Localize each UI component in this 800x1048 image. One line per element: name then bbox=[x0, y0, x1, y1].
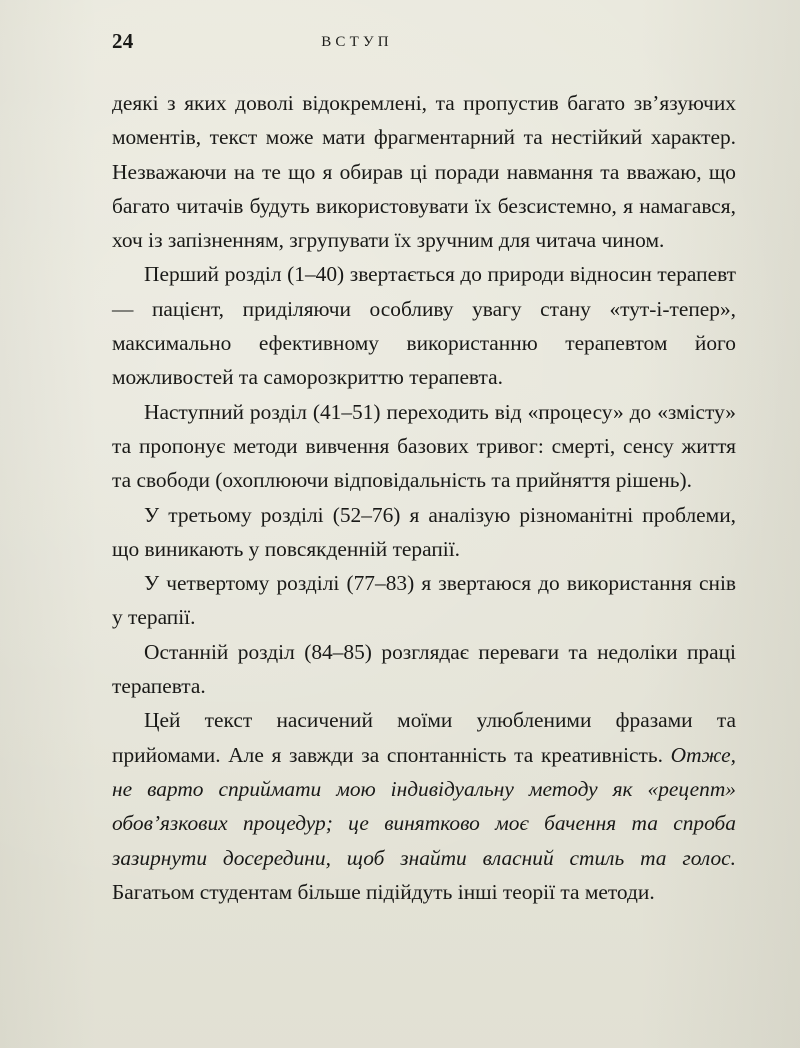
paragraph-chapter-1: Перший розділ (1–40) звертається до природи відносин терапевт — пацієнт, приділяючи особливу увагу стану «тут-і-тепер», максимально ефективному використанню терапевтом його можливостей та саморозкриттю терапевта. bbox=[112, 262, 736, 390]
paragraph-closing bbox=[112, 703, 736, 909]
closing-italic-text: Отже, не варто сприймати мою індивідуальну методу як «рецепт» обов’язкових процедур; це винятково моє бачення та спроба зазирнути досередини, щоб знайти власний стиль та голос. bbox=[112, 742, 736, 870]
page-number: 24 bbox=[112, 29, 134, 53]
paragraph-chapter-3: У третьому розділі (52–76) я аналізую різноманітні проблеми, що виникають у повсякденній терапії. bbox=[112, 502, 736, 561]
paragraph-chapter-2: Наступний розділ (41–51) переходить від «процесу» до «змісту» та пропонує методи вивчення базових тривог: смерті, сенсу життя та свободи (охоплюючи відповідальність та прийняття рішень). bbox=[112, 399, 736, 493]
closing-lead-text: Цей текст насичений моїми улюбленими фразами та прийомами. Але я завжди за спонтанність та креативність. bbox=[112, 708, 736, 767]
paragraph-chapter-5: Останній розділ (84–85) розглядає переваги та недоліки праці терапевта. bbox=[112, 639, 736, 699]
paragraph-continued: деякі з яких доволі відокремлені, та пропустив багато зв’язуючих моментів, текст може мати фрагментарний та нестійкий характер. Незважаючи на те що я обирав ці поради навмання та вважаю, що багато читачів будуть використовувати їх безсистемно, я намагався, хоч із запізненням, згрупувати їх зручним для читача чином. bbox=[112, 91, 736, 253]
running-head bbox=[112, 28, 736, 54]
paragraph-chapter-4: У четвертому розділі (77–83) я звертаюся до використання снів у терапії. bbox=[112, 571, 736, 630]
closing-tail-text: Багатьом студентам більше підійдуть інші теорії та методи. bbox=[112, 879, 655, 904]
running-head-title: ВСТУП bbox=[321, 34, 393, 50]
body-text bbox=[112, 86, 736, 909]
